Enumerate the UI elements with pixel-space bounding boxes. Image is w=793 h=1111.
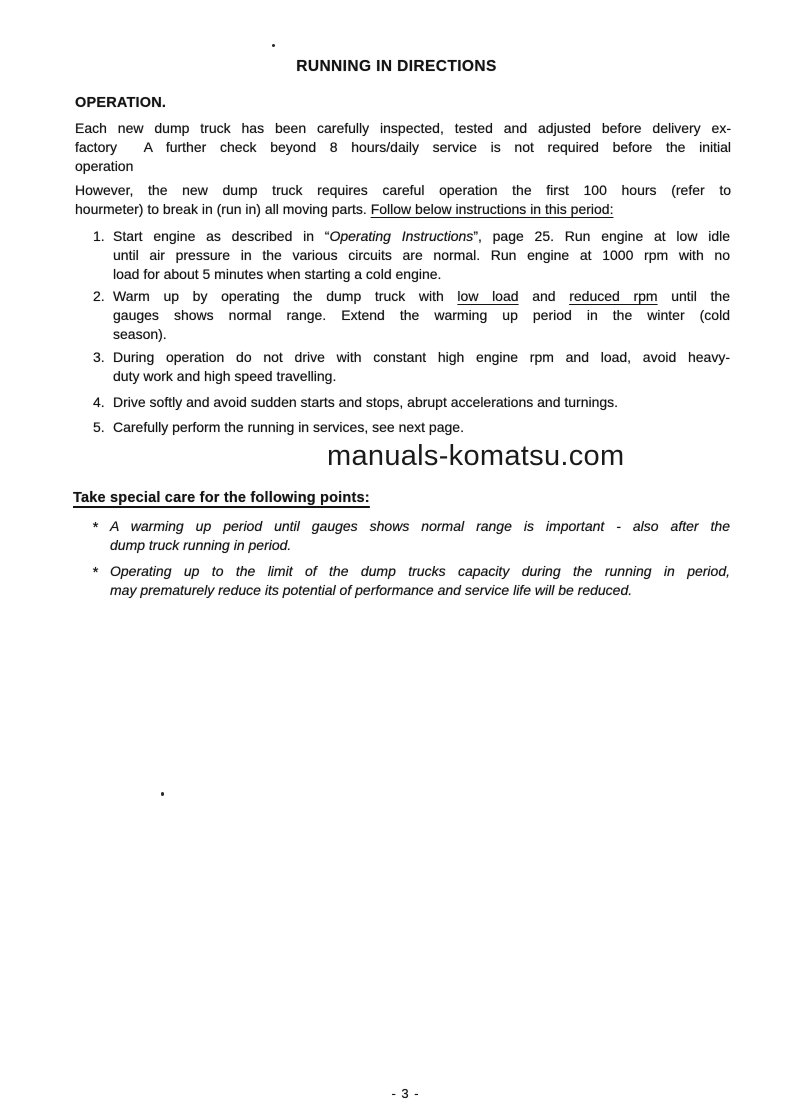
star-bullet-marker: * <box>92 519 98 536</box>
item-line: Carefully perform the running in services, see next page. <box>113 419 464 435</box>
italic-phrase: Operating Instructions <box>329 228 474 244</box>
list-number: 4. <box>93 394 105 410</box>
star-bullet-marker: * <box>92 564 98 581</box>
underlined-phrase: Follow below instructions in this period: <box>370 201 614 217</box>
item-line: load for about 5 minutes when starting a cold engine. <box>113 266 442 282</box>
star-bullet-item-1 <box>92 517 730 555</box>
page-title: RUNNING IN DIRECTIONS <box>296 58 497 75</box>
instruction-item-4 <box>93 393 730 412</box>
item-line: During operation do not drive with constant high engine rpm and load, avoid heavy- <box>113 349 730 365</box>
list-number: 1. <box>93 228 105 244</box>
list-number: 2. <box>93 288 105 304</box>
paragraph-line <box>75 200 731 219</box>
paragraph-line: factory A further check beyond 8 hours/daily service is not required before the initial <box>75 139 731 155</box>
bullet-line: A warming up period until gauges shows normal range is important - also after the <box>110 518 730 534</box>
item-text: Start engine as described in “ <box>113 228 330 244</box>
paragraph-inspection <box>75 119 731 176</box>
bullet-line: dump truck running in period. <box>110 537 292 553</box>
star-bullet-item-2 <box>92 562 730 600</box>
bullet-line: may prematurely reduce its potential of performance and service life will be reduced. <box>110 582 633 598</box>
scan-dot-artifact <box>272 44 275 47</box>
item-line: duty work and high speed travelling. <box>113 368 337 384</box>
instruction-item-3 <box>93 348 730 386</box>
list-number: 5. <box>93 419 105 435</box>
paragraph-line: Each new dump truck has been carefully inspected, tested and adjusted before delivery ex- <box>75 120 731 136</box>
item-text: ”, page 25. Run engine at low idle <box>473 228 730 244</box>
item-line: until air pressure in the various circuits are normal. Run engine at 1000 rpm with no <box>113 247 730 263</box>
item-line <box>113 227 730 246</box>
instruction-item-5 <box>93 418 730 437</box>
page-number: - 3 - <box>391 1086 420 1101</box>
item-text: and <box>518 288 570 304</box>
paragraph-run-in <box>75 181 731 219</box>
instruction-item-1 <box>93 227 730 284</box>
paragraph-text: hourmeter) to break in (run in) all moving parts. <box>75 201 371 217</box>
item-line: season). <box>113 326 167 342</box>
bullet-line: Operating up to the limit of the dump trucks capacity during the running in period, <box>110 563 730 579</box>
item-line: Drive softly and avoid sudden starts and stops, abrupt accelerations and turnings. <box>113 394 619 410</box>
underlined-phrase: reduced rpm <box>569 288 658 304</box>
item-text: until the <box>657 288 730 304</box>
scan-dot-artifact <box>161 792 164 796</box>
paragraph-line: However, the new dump truck requires careful operation the first 100 hours (refer to <box>75 182 731 198</box>
item-line: gauges shows normal range. Extend the warming up period in the winter (cold <box>113 307 730 323</box>
item-text: Warm up by operating the dump truck with <box>113 288 458 304</box>
watermark-text: manuals-komatsu.com <box>327 440 625 472</box>
item-line <box>113 287 730 306</box>
special-care-heading: Take special care for the following points: <box>73 490 370 506</box>
underlined-phrase: low load <box>457 288 519 304</box>
paragraph-line: operation <box>75 158 134 174</box>
operation-heading: OPERATION. <box>75 95 167 111</box>
list-number: 3. <box>93 349 105 365</box>
instruction-item-2 <box>93 287 730 344</box>
